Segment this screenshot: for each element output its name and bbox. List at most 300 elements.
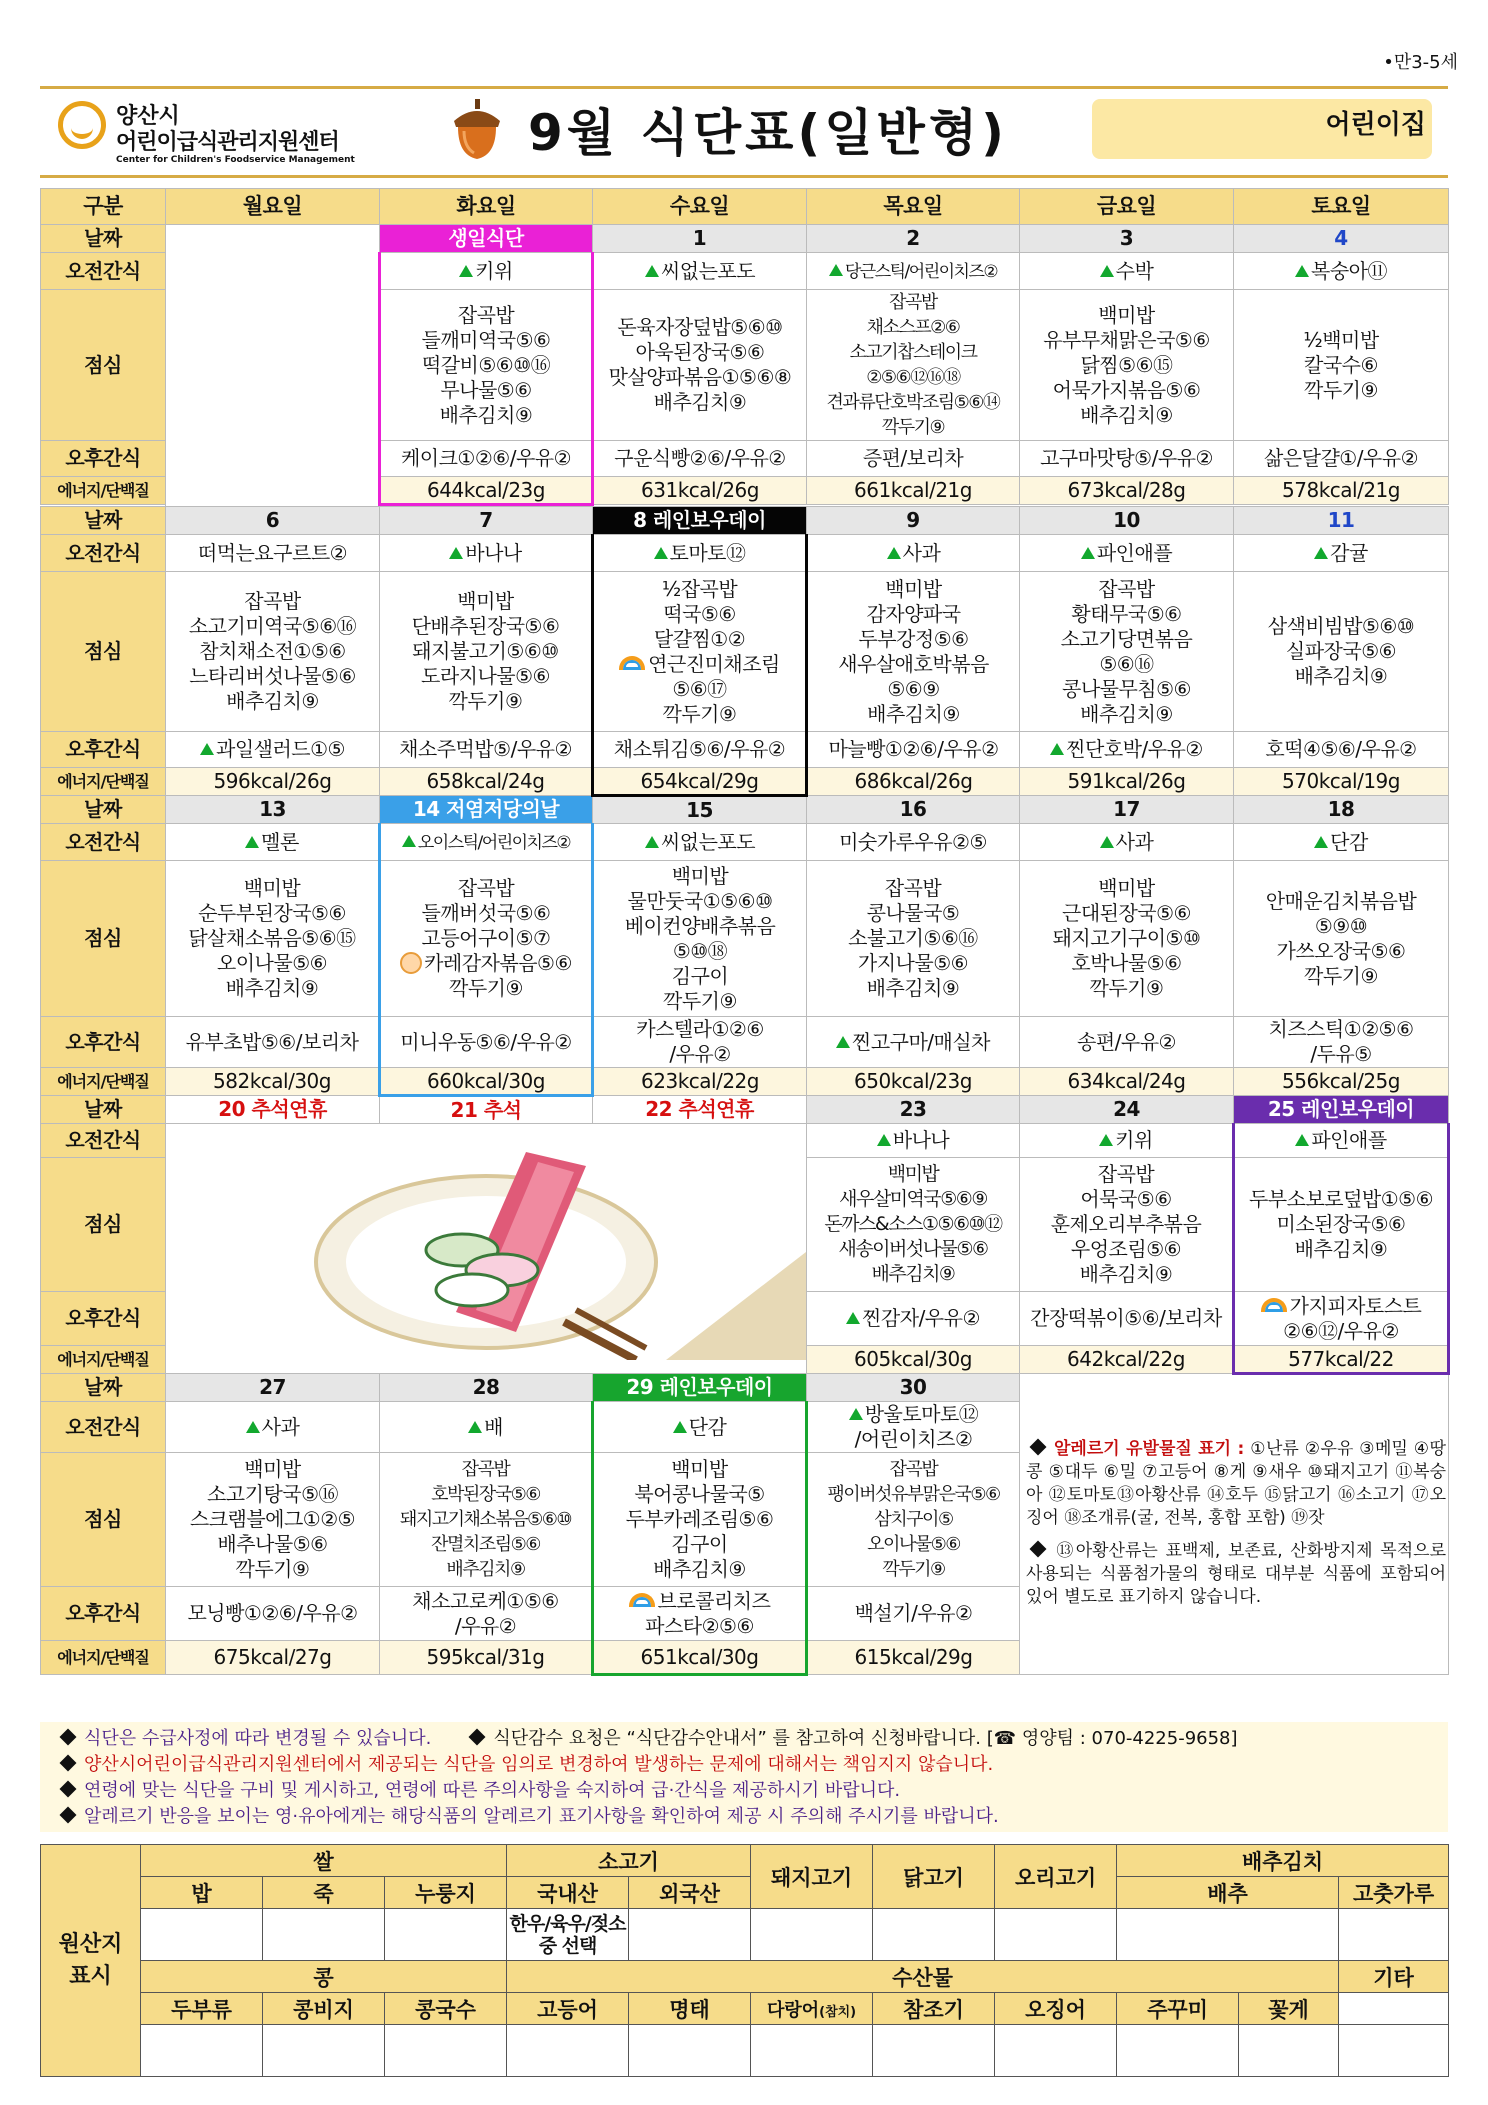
sea-squid: 오징어: [995, 1993, 1117, 2025]
menu-item: [810, 1532, 1017, 1557]
menu-item-text: ②⑥⑫/우유②: [1283, 1318, 1399, 1343]
snack-cell: [1020, 253, 1234, 290]
snack-cell: 호떡④⑤⑥/우유②: [1234, 732, 1449, 768]
lunch-cell: [1234, 290, 1449, 441]
menu-item: [1022, 1262, 1230, 1287]
rice-header: 쌀: [141, 1845, 507, 1877]
menu-item-text: 잡곡밥: [889, 292, 937, 313]
menu-item-text: 참치채소전①⑤⑥: [199, 639, 346, 663]
menu-item-text: 백미밥: [885, 576, 942, 601]
menu-item: [810, 577, 1017, 602]
date-cell: 22 추석연휴: [593, 1096, 807, 1124]
menu-item-text: 잡곡밥: [1097, 1162, 1155, 1186]
menu-item-text: 배추김치⑨: [1080, 701, 1173, 726]
menu-item-text: 두부카레조림⑤⑥: [625, 1507, 774, 1531]
origin-value-row: [41, 1909, 1449, 1961]
origin-value-cell: [507, 2025, 629, 2077]
menu-item-text: 백미밥: [1098, 876, 1155, 900]
snack-cell: [166, 732, 380, 768]
menu-item: [1022, 577, 1231, 602]
row-label: 날짜: [41, 225, 166, 253]
beef-domestic: 국내산: [507, 1877, 629, 1909]
menu-item-text: 칼국수⑥: [1304, 352, 1378, 377]
diamond-bullet-icon: [60, 1755, 77, 1772]
menu-item-text: 소고기탕국⑤⑯: [206, 1482, 339, 1506]
menu-item-text: 잡곡밥: [884, 876, 942, 900]
snack-text: 복숭아⑪: [1311, 258, 1387, 283]
snack-cell: [1234, 1017, 1449, 1068]
row-label: 에너지/단백질: [41, 477, 166, 505]
col-tue: 화요일: [380, 189, 593, 225]
allergy-paragraph: [1026, 1438, 1446, 1530]
spade-icon: [1100, 265, 1114, 277]
snack-text: 키위: [1115, 1128, 1153, 1152]
snack-cell: [807, 1017, 1020, 1068]
notice-box: [40, 1722, 1448, 1832]
date-cell: 3: [1020, 225, 1234, 253]
row-label: 오전간식: [41, 535, 166, 572]
snack-cell: [166, 1402, 380, 1453]
allergy-legend: [1026, 1438, 1446, 1609]
menu-item: [1237, 1212, 1445, 1237]
origin-label-line: 표시: [69, 1963, 112, 1989]
menu-item-text: 들깨버섯국⑤⑥: [421, 901, 551, 925]
menu-item: [810, 1427, 1017, 1452]
menu-item: [168, 1557, 377, 1582]
menu-item: [809, 1237, 1017, 1262]
menu-item-text: 호박나물⑤⑥: [1071, 951, 1182, 975]
menu-item-text: 카레감자볶음⑤⑥: [424, 951, 572, 975]
menu-item-text: 단배추된장국⑤⑥: [411, 614, 560, 638]
menu-item: [1236, 964, 1446, 989]
energy-cell: 570kcal/19g: [1234, 768, 1449, 796]
menu-item-text: 배추김치⑨: [225, 976, 319, 1000]
diamond-bullet-icon: [60, 1729, 77, 1746]
menu-item-text: ⑤⑨⑩: [1314, 913, 1368, 938]
menu-item: [382, 1557, 589, 1582]
seafood-header: 수산물: [507, 1961, 1339, 1993]
menu-item-text: 콩나물무침⑤⑥: [1062, 676, 1191, 701]
spade-icon: [1100, 836, 1114, 848]
snack-cell: [1234, 253, 1449, 290]
spade-icon: [449, 547, 463, 559]
menu-item: [810, 1507, 1017, 1532]
menu-item: [1237, 1237, 1445, 1262]
menu-item: [1022, 926, 1231, 951]
spade-icon: [1314, 547, 1328, 559]
row-label: 오전간식: [41, 824, 166, 861]
menu-item-text: 오이나물⑤⑥: [867, 1534, 960, 1555]
menu-item: [596, 1589, 803, 1614]
spade-icon: [849, 1408, 863, 1420]
menu-item: [1236, 1017, 1446, 1042]
spade-icon: [1314, 836, 1328, 848]
menu-item-text: 미소된장국⑤⑥: [1276, 1212, 1406, 1236]
menu-item: [383, 378, 589, 403]
origin-value-cell: [385, 2025, 507, 2077]
menu-item-text: 배추김치⑨: [1079, 1262, 1173, 1286]
menu-item-text: 치즈스틱①②⑤⑥: [1268, 1017, 1414, 1041]
menu-item: [596, 1614, 803, 1639]
kimchi-cabbage: 배추: [1117, 1877, 1339, 1909]
energy-cell: 556kcal/25g: [1234, 1068, 1449, 1096]
spade-icon: [836, 1036, 850, 1048]
menu-item-text: 돼지고기채소볶음⑤⑥⑩: [399, 1509, 571, 1530]
acorn-icon: [450, 99, 504, 161]
col-fri: 금요일: [1020, 189, 1234, 225]
menu-item-text: 견과류단호박조림⑤⑥⑭: [826, 392, 1000, 413]
menu-item: [1236, 914, 1446, 939]
energy-cell: 596kcal/26g: [166, 768, 380, 796]
origin-value-cell: [263, 1909, 385, 1961]
menu-item-text: 고등어구이⑤⑦: [421, 926, 551, 950]
menu-item: [596, 889, 804, 914]
smile-logo-icon: [58, 101, 106, 149]
menu-item-text: 깍두기⑨: [1089, 976, 1164, 1000]
bean-kongbiji: 콩비지: [263, 1993, 385, 2025]
snack-text: 오이스틱/어린이치즈②: [417, 832, 571, 853]
menu-item: [168, 1030, 376, 1055]
menu-item: [596, 340, 804, 365]
menu-item: [168, 1532, 377, 1557]
row-label: 점심: [41, 572, 166, 732]
origin-value-cell: [385, 1909, 507, 1961]
menu-item: [382, 664, 589, 689]
menu-item-text: 잡곡밥: [461, 1459, 510, 1480]
menu-item-text: /우유②: [454, 1613, 517, 1638]
menu-item-text: 배추김치⑨: [653, 390, 747, 414]
menu-item: [1237, 1294, 1445, 1319]
menu-item: [1022, 602, 1231, 627]
notice-text: 알레르기 반응을 보이는 영·유아에게는 해당식품의 알레르기 표기사항을 확인하여 제공 시 주의해 주시기를 바랍니다.: [84, 1806, 999, 1827]
menu-item-text: 김구이: [671, 1532, 728, 1556]
date-cell: 2: [807, 225, 1020, 253]
menu-item-text: ⑤⑩⑱: [672, 938, 728, 963]
date-cell: 30: [807, 1374, 1020, 1402]
menu-item-text: 김구이: [671, 963, 729, 988]
menu-item: [809, 926, 1017, 951]
snack-cell: [1020, 732, 1234, 768]
origin-value-cell: [263, 2025, 385, 2077]
menu-item: [810, 652, 1017, 677]
menu-item-text: 잔멸치조림⑤⑥: [431, 1534, 540, 1555]
snack-cell: 마늘빵①②⑥/우유②: [807, 732, 1020, 768]
menu-item: [1236, 639, 1446, 664]
lunch-cell: [807, 861, 1020, 1017]
snack-text: 당근스틱/어린이치즈②: [844, 261, 998, 282]
menu-item-text: 베이컨양배추볶음: [624, 913, 776, 938]
menu-item-text: 채소고로케①⑤⑥: [412, 1588, 559, 1613]
menu-item-text: ⑤⑥⑯: [1099, 651, 1154, 676]
pm-snack-row: [41, 732, 1449, 768]
rainbow-icon: [619, 656, 645, 670]
snack-cell: [807, 1587, 1020, 1641]
menu-item: [168, 876, 376, 901]
menu-item-text: 우엉조림⑤⑥: [1070, 1237, 1182, 1261]
am-snack-row: [41, 824, 1449, 861]
date-cell: 9: [807, 507, 1020, 535]
menu-item-text: 카스텔라①②⑥: [636, 1017, 764, 1041]
snack-cell: [807, 535, 1020, 572]
etc-header: 기타: [1339, 1961, 1449, 1993]
energy-cell: 595kcal/31g: [380, 1641, 593, 1675]
date-cell: 15: [593, 796, 807, 824]
snack-cell: [380, 1587, 593, 1641]
sea-crab: 꽃게: [1239, 1993, 1339, 2025]
rice-juk: 죽: [263, 1877, 385, 1909]
menu-item-text: 가지피자토스트: [1289, 1293, 1422, 1318]
allergy-list: ①난류 ②우유 ③메밀 ④땅콩 ⑤대두 ⑥밀 ⑦고등어 ⑧게 ⑨새우 ⑩돼지고기 ⑪복숭아 ⑫토마토⑬아황산류 ⑭호두 ⑮닭고기 ⑯소고기 ⑰오징어 ⑱조개류(굴, 전복, 홍합 포함) ⑲잣: [1026, 1439, 1446, 1528]
energy-cell: 651kcal/30g: [593, 1641, 807, 1675]
origin-value-cell: [995, 1909, 1117, 1961]
menu-item: [1022, 1306, 1230, 1331]
page-title: 9월 식단표(일반형): [528, 104, 1009, 162]
snack-cell: [593, 1402, 807, 1453]
menu-item-text: 느타리버섯나물⑤⑥: [189, 664, 356, 688]
menu-item: [1022, 627, 1231, 652]
energy-cell: 673kcal/28g: [1020, 477, 1234, 505]
menu-item: [1022, 403, 1231, 428]
snack-cell: 떠먹는요구르트②: [166, 535, 380, 572]
menu-item-text: 배추김치⑨: [226, 689, 319, 713]
menu-item-text: 안매운김치볶음밥: [1265, 888, 1417, 913]
menu-item: [810, 702, 1017, 727]
menu-item-text: 배추김치⑨: [871, 1263, 955, 1285]
menu-item: [596, 702, 803, 727]
am-snack-row: [41, 1124, 1449, 1158]
lunch-cell: [1234, 861, 1449, 1017]
menu-item: [596, 627, 803, 652]
menu-item: [1022, 1030, 1231, 1055]
menu-item: [596, 1557, 803, 1582]
snack-cell: [1020, 1017, 1234, 1068]
lunch-cell: [380, 290, 593, 441]
spade-icon: [1081, 547, 1095, 559]
sea-tuna: [751, 1993, 873, 2025]
row-label: 날짜: [41, 796, 166, 824]
lunch-cell: [166, 1453, 380, 1587]
lunch-cell: [807, 1453, 1020, 1587]
origin-value-cell: [1117, 1909, 1339, 1961]
lunch-cell: [807, 1158, 1020, 1292]
menu-item: [809, 390, 1017, 415]
menu-item-text: 백미밥: [457, 589, 514, 613]
menu-item: [383, 328, 589, 353]
snack-cell: [380, 535, 593, 572]
menu-item-text: 훈제오리부추볶음: [1050, 1212, 1202, 1236]
menu-item: [809, 315, 1017, 340]
menu-item-text: 닭살채소볶음⑤⑥⑮: [188, 926, 356, 950]
menu-item-text: 잡곡밥: [1098, 576, 1155, 601]
snack-cell: [593, 1017, 807, 1068]
origin-value-cell: [1339, 2025, 1449, 2077]
snack-cell: [807, 1124, 1020, 1158]
origin-value-cell: [141, 2025, 263, 2077]
row-label: 오후간식: [41, 441, 166, 477]
origin-header-row: [41, 1845, 1449, 1877]
snack-cell: [593, 535, 807, 572]
notice-line: [56, 1778, 1432, 1804]
menu-item: [1236, 889, 1446, 914]
spade-icon: [1050, 743, 1064, 755]
snack-cell: [807, 1402, 1020, 1453]
origin-value-cell: [873, 1909, 995, 1961]
allergy-note-text: ⑬아황산류는 표백제, 보존료, 산화방지제 목적으로 사용되는 식품첨가물의 형태로 대부분 식품에 포함되어 있어 별도로 표기하지 않습니다.: [1026, 1541, 1446, 1607]
origin-label: [41, 1845, 141, 2077]
lunch-cell: [593, 290, 807, 441]
date-cell: 14 저염저당의날: [380, 796, 593, 824]
date-cell: 10: [1020, 507, 1234, 535]
diamond-bullet-icon: [469, 1729, 486, 1746]
menu-item-text: 단감: [688, 1414, 727, 1439]
energy-cell: 686kcal/26g: [807, 768, 1020, 796]
snack-cell: [1234, 1124, 1449, 1158]
snack-cell: 채소튀김⑤⑥/우유②: [593, 732, 807, 768]
lunch-cell: [1020, 290, 1234, 441]
menu-item: [1236, 1042, 1446, 1067]
snack-cell: [1020, 1124, 1234, 1158]
origin-subheader-row: [41, 1877, 1449, 1909]
snack-cell: 증편/보리차: [807, 441, 1020, 477]
row-label: 점심: [41, 1453, 166, 1587]
menu-item-text: 찐고구마/매실차: [852, 1029, 990, 1054]
menu-item: [809, 1306, 1017, 1331]
snack-text: 키위: [475, 258, 513, 283]
row-label: 날짜: [41, 507, 166, 535]
menu-item: [382, 1532, 589, 1557]
date-row: [41, 1374, 1449, 1402]
menu-item: [810, 1402, 1017, 1427]
menu-item-text: 백미밥: [887, 1163, 939, 1185]
menu-item: [809, 1187, 1017, 1212]
menu-item-text: 브로콜리치즈: [657, 1588, 771, 1613]
menu-item: [809, 976, 1017, 1001]
menu-item-text: 순두부된장국⑤⑥: [198, 901, 346, 925]
spade-icon: [402, 835, 416, 847]
allergy-note: [1026, 1540, 1446, 1609]
menu-item-text: /우유②: [669, 1042, 731, 1066]
menu-item: [1237, 1319, 1445, 1344]
menu-item: [383, 303, 589, 328]
menu-item-text: 팽이버섯유부맑은국⑤⑥: [827, 1484, 1000, 1505]
menu-item-text: 깍두기⑨: [235, 1557, 310, 1581]
tuna-label: 다랑어: [766, 1999, 820, 2021]
menu-item: [382, 1482, 589, 1507]
menu-item: [1236, 939, 1446, 964]
energy-cell: 675kcal/27g: [166, 1641, 380, 1675]
spade-icon: [468, 1421, 482, 1433]
energy-cell: 578kcal/21g: [1234, 477, 1449, 505]
row-label: 에너지/단백질: [41, 1346, 166, 1374]
beef-note-line: 한우/육우/젖소: [509, 1912, 626, 1935]
origin-value-cell: [1239, 2025, 1339, 2077]
snack-cell: [380, 824, 593, 861]
menu-item: [596, 652, 803, 677]
menu-item-text: 새우살애호박볶음: [838, 651, 989, 676]
menu-item: [810, 1601, 1017, 1626]
diamond-bullet-icon: [60, 1781, 77, 1798]
bean-tofu: 두부류: [141, 1993, 263, 2025]
origin-value-cell: [629, 2025, 751, 2077]
spade-icon: [1099, 1134, 1113, 1146]
rainbow-icon: [629, 1593, 655, 1607]
snack-cell: [380, 1017, 593, 1068]
snack-text: 파인애플: [1311, 1128, 1387, 1152]
menu-item-text: 무나물⑤⑥: [440, 377, 532, 402]
menu-item: [596, 1415, 803, 1440]
energy-cell: 591kcal/26g: [1020, 768, 1234, 796]
etc-value: [1339, 1993, 1449, 2025]
menu-item-text: 물만둣국①⑤⑥⑩: [627, 888, 773, 913]
energy-row: [41, 768, 1449, 796]
notice-line: [56, 1752, 1432, 1778]
lunch-row: [41, 572, 1449, 732]
menu-item-text: 닭찜⑤⑥⑮: [1080, 352, 1173, 377]
menu-item: [1236, 378, 1446, 403]
menu-item: [809, 365, 1017, 390]
menu-item: [809, 951, 1017, 976]
row-label: 점심: [41, 861, 166, 1017]
energy-cell: 623kcal/22g: [593, 1068, 807, 1096]
menu-item-text: ½잡곡밥: [661, 576, 738, 601]
sea-mackerel: 고등어: [507, 1993, 629, 2025]
energy-cell: 605kcal/30g: [807, 1346, 1020, 1374]
date-cell: 17: [1020, 796, 1234, 824]
spade-icon: [877, 1134, 891, 1146]
menu-item: [596, 677, 803, 702]
menu-item: [168, 1415, 377, 1440]
menu-item: [596, 577, 803, 602]
row-label: 오전간식: [41, 253, 166, 290]
date-row: [41, 507, 1449, 535]
menu-item: [383, 1030, 589, 1055]
energy-cell: 654kcal/29g: [593, 768, 807, 796]
sea-croaker: 참조기: [873, 1993, 995, 2025]
menu-item-text: 모닝빵①②⑥/우유②: [187, 1601, 358, 1625]
snack-cell: 케이크①②⑥/우유②: [380, 441, 593, 477]
snack-text: 과일샐러드①⑤: [216, 737, 345, 761]
energy-cell: 650kcal/23g: [807, 1068, 1020, 1096]
menu-item-text: 배추김치⑨: [439, 402, 533, 427]
duck-header: 오리고기: [995, 1845, 1117, 1909]
menu-item-text: 들깨미역국⑤⑥: [421, 327, 551, 352]
menu-item: [1236, 664, 1446, 689]
snack-cell: [1234, 535, 1449, 572]
row-label: 날짜: [41, 1096, 166, 1124]
menu-item-text: 새우살미역국⑤⑥⑨: [839, 1188, 987, 1210]
menu-item-text: 송편/우유②: [1077, 1029, 1176, 1054]
col-sat: 토요일: [1234, 189, 1449, 225]
snack-cell: [1234, 1292, 1449, 1346]
date-cell: 24: [1020, 1096, 1234, 1124]
lunch-cell: [166, 861, 380, 1017]
menu-item-text: 백미밥: [1098, 302, 1155, 327]
diamond-bullet-icon: [60, 1807, 77, 1824]
menu-item: [809, 1030, 1017, 1055]
child-face-icon: [400, 952, 422, 974]
menu-item: [168, 639, 377, 664]
beef-header: 소고기: [507, 1845, 751, 1877]
snack-cell: [1020, 824, 1234, 861]
menu-item: [810, 627, 1017, 652]
energy-cell: 644kcal/23g: [380, 477, 593, 505]
menu-item: [810, 1482, 1017, 1507]
snack-cell: 구운식빵②⑥/우유②: [593, 441, 807, 477]
col-mon: 월요일: [166, 189, 380, 225]
menu-item-text: 감자양파국: [866, 601, 961, 626]
menu-item-text: 달걀찜①②: [653, 626, 746, 651]
bean-header: 콩: [141, 1961, 507, 1993]
